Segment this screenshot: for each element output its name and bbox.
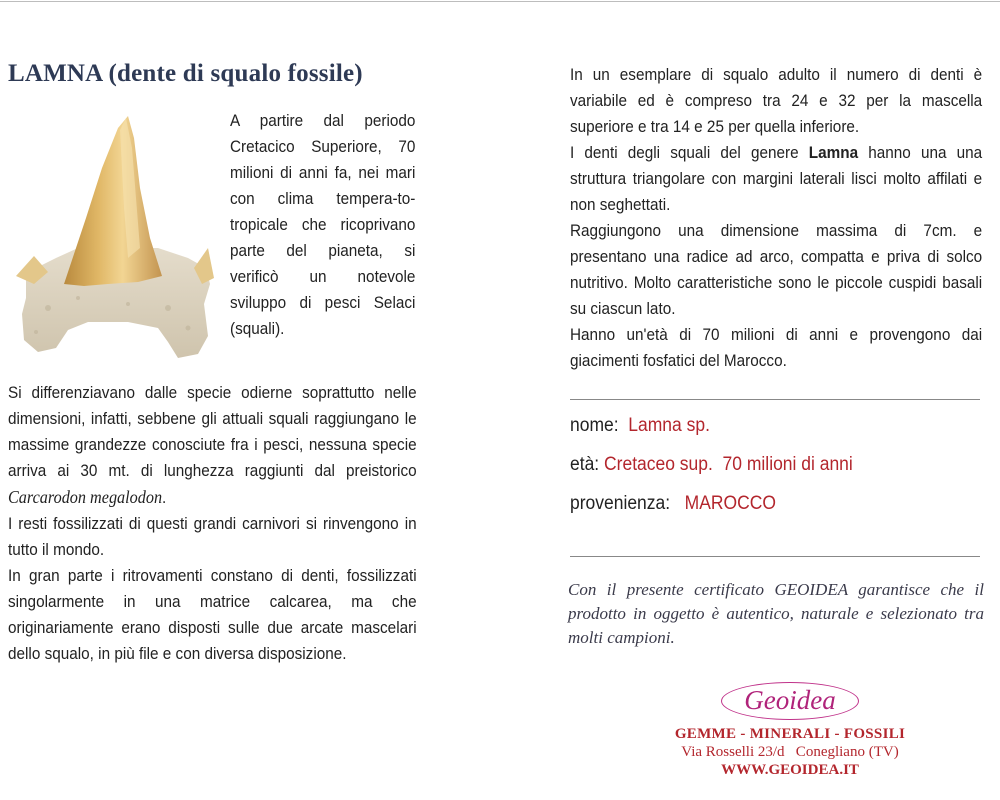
field-nome-value: Lamna sp. [628,415,710,436]
divider-top [570,399,980,400]
top-border [0,1,1000,2]
body-paragraph-2: I resti fossilizzati di questi grandi carnivori si rinvengono in tutto il mondo. [8,514,417,559]
left-body-text [8,380,417,667]
field-provenienza-value: MAROCCO [684,493,776,514]
genus-name: Lamna [808,143,859,162]
body-paragraph-1: Si differenziavano dalle specie odierne soprattutto nelle dimensioni, infatti, sebbene gli attuali squali raggiungano le massime grandezze conosciute fra i pesci, nessuna specie arriva ai 30 mt. di lunghezza raggiunti dal preistorico Carcarodon megalodon. [8,383,417,507]
tooth-crown-shape [64,116,162,286]
brand-tagline: GEMME - MINERALI - FOSSILI [674,726,906,742]
left-column [8,60,416,667]
specimen-fields [570,412,877,529]
field-eta-value: Cretaceo sup. 70 milioni di anni [604,454,853,475]
brand-address: Via Rosselli 23/d Conegliano (TV) [681,744,899,760]
fossil-tooth-image [8,108,218,360]
right-paragraph-1: In un esemplare di squalo adulto il numero di denti è variabile ed è compreso tra 24 e 32 per la mascella superiore e tra 14 e 25 per quella inferiore. [570,65,983,136]
right-paragraph-3: Raggiungono una dimensione massima di 7cm. e presentano una radice ad arco, compatta e priva di solco nutritivo. Molto caratteristiche sono le piccole cuspidi basali su ciascun lato. [570,221,983,318]
field-eta: età: Cretaceo sup. 70 milioni di anni [570,454,853,475]
right-column [570,62,982,374]
species-name: Carcarodon megalodon [8,487,163,507]
brand-website[interactable]: WWW.GEOIDEA.IT [721,762,859,778]
geoidea-logo: Geoidea [721,682,858,720]
intro-section [8,108,416,360]
body-paragraph-3: In gran parte i ritrovamenti constano di denti, fossilizzati singolarmente in una matrice calcarea, ma che originariamente erano disposti sulle due arcate mascelari dello squalo, in più file e con diversa disposizione. [8,566,417,663]
intro-paragraph: A partire dal periodo Cretacico Superiore, 70 milioni di anni fa, nei mari con clima tempera-to-tropicale che ricoprivano parte del pianeta, si verificò un notevole sviluppo di pesci Selaci (squali). [230,111,416,338]
divider-bottom [570,556,980,557]
field-nome: nome: Lamna sp. [570,415,710,436]
right-body-text [570,62,982,374]
certificate-text: Con il presente certificato GEOIDEA garantisce che il prodotto in oggetto è autentico, naturale e selezionato tra molti campioni. [568,580,984,647]
field-provenienza: provenienza: MAROCCO [570,493,776,514]
page-title: LAMNA (dente di squalo fossile) [8,60,363,87]
brand-block [640,682,940,779]
right-paragraph-2: I denti degli squali del genere Lamna hanno una una struttura triangolare con margini laterali lisci molto affilati e non seghettati. [570,143,983,214]
right-paragraph-4: Hanno un'età di 70 milioni di anni e provengono dai giacimenti fosfatici del Marocco. [570,325,983,370]
